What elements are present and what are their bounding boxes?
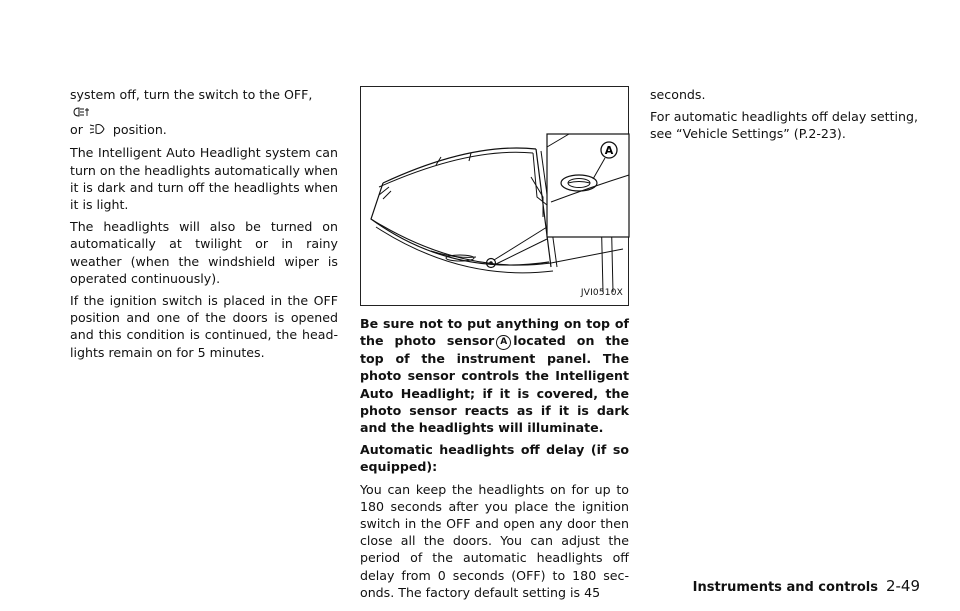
- windshield-illustration: [361, 87, 630, 307]
- middle-column: [360, 86, 629, 606]
- page-footer: [693, 577, 920, 595]
- switch-off-text-a: system off, turn the switch to the OFF,: [70, 87, 313, 102]
- switch-off-text-c: position.: [112, 122, 167, 138]
- paragraph-vehicle-settings: For automatic headlights off delay setting, see “Vehicle Settings” (P.2-23).: [650, 109, 918, 142]
- section-heading: Automatic headlights off delay (if so equipped):: [360, 442, 629, 475]
- headlight-auto-icon: [72, 104, 90, 121]
- warning-text-a: Be sure not to put anything on top of the photo sensor: [360, 316, 629, 349]
- position-light-icon: [89, 122, 107, 139]
- left-column: [70, 86, 338, 366]
- paragraph-off-delay: You can keep the headlights on for up to 180 seconds after you place the ignition switch in the OFF and open any door then close all the doors. You can adjust the period of the automatic headlights off delay from 0 seconds (OFF) to 180 sec-onds. The factory default setting is 45: [360, 481, 629, 600]
- page-number: 2-49: [885, 577, 920, 595]
- marker-a: A: [496, 335, 511, 350]
- photo-sensor-warning: [360, 315, 629, 436]
- photo-sensor-figure: [360, 86, 629, 306]
- figure-marker: A: [604, 144, 614, 157]
- paragraph-doors-opened: If the ignition switch is placed in the OFF position and one of the doors is opened and this condition is continued, the head-lights remain on for 5 minutes.: [70, 293, 338, 360]
- paragraph-intelligent-auto: The Intelligent Auto Headlight system can turn on the headlights automatically when it is dark and turn off the headlights when it is light.: [70, 145, 339, 212]
- right-column: [650, 86, 918, 148]
- paragraph-switch-off: [70, 86, 338, 139]
- footer-section-title: Instruments and controls: [692, 580, 878, 595]
- switch-off-text-b: or: [70, 122, 83, 138]
- figure-code: JVI0510X: [580, 287, 623, 298]
- paragraph-seconds: seconds.: [650, 87, 706, 102]
- paragraph-twilight: The headlights will also be turned on automatically at twilight or in rainy weather (when the windshield wiper is operated continuously).: [70, 219, 338, 286]
- warning-text-b: located on the top of the instrument panel. The photo sensor controls the Intelligent Auto Headlight; if it is covered, the photo sensor reacts as if it is dark and the headlights will illuminate.: [360, 333, 629, 436]
